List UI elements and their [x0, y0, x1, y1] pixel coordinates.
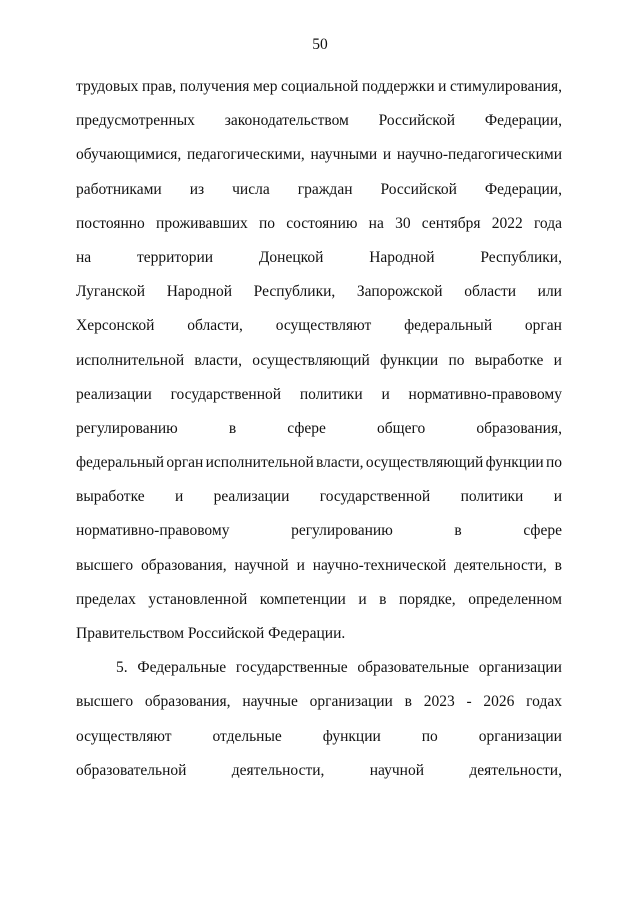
text-line — [76, 378, 562, 412]
text-word: орган — [524, 317, 562, 335]
text-word: функции — [380, 351, 439, 369]
text-line — [76, 651, 562, 685]
text-word: предусмотренных — [76, 112, 195, 130]
text-line — [76, 754, 562, 788]
text-word: области — [464, 283, 517, 301]
text-word: научной — [234, 556, 289, 574]
text-word: Донецкой — [258, 248, 324, 266]
text-word: и — [174, 488, 184, 506]
text-word: и — [438, 78, 447, 95]
text-word: научными — [310, 146, 378, 164]
text-word: Луганской — [76, 283, 146, 301]
text-word: года — [533, 214, 562, 232]
text-word: деятельности, — [454, 556, 547, 574]
text-word: власти, — [194, 351, 242, 369]
text-word: стимулирования, — [450, 78, 562, 95]
text-word: в — [228, 419, 237, 437]
text-line — [76, 446, 562, 480]
text-word: исполнительной — [205, 454, 314, 472]
text-word: в — [454, 522, 462, 540]
text-word: организации — [478, 727, 562, 745]
text-word: по — [258, 214, 276, 232]
text-word: исполнительной — [76, 351, 185, 369]
text-word: политики — [460, 488, 524, 506]
text-word: нормативно-правовому — [76, 522, 230, 540]
text-word: государственной — [319, 488, 431, 506]
text-word: образовательные — [357, 659, 470, 677]
text-word: Запорожской — [356, 283, 443, 301]
text-word: числа — [232, 180, 270, 198]
text-word: Херсонской — [76, 317, 155, 335]
text-word: постоянно — [76, 214, 145, 232]
text-word: федеральный — [404, 317, 493, 335]
text-word: осуществляют — [275, 317, 372, 335]
text-word: образования, — [476, 419, 562, 437]
page-number: 50 — [312, 36, 328, 53]
text-line — [76, 275, 562, 309]
text-word: Федерации, — [484, 180, 562, 198]
text-word: образовательной — [76, 761, 187, 779]
text-line — [76, 480, 562, 514]
text-word: мер — [253, 78, 278, 95]
text-word: или — [537, 283, 562, 301]
text-line — [76, 617, 562, 651]
text-word: из — [189, 180, 205, 198]
text-word: в — [404, 693, 412, 711]
text-word: 2022 — [491, 214, 523, 232]
text-word: на — [76, 248, 92, 266]
text-word: функции — [322, 727, 381, 745]
text-line — [76, 173, 562, 207]
text-word: деятельности, — [469, 761, 562, 779]
text-line — [76, 514, 562, 548]
text-word: определенном — [468, 590, 562, 608]
text-word: государственные — [235, 659, 348, 677]
text-word: образования, — [140, 556, 227, 574]
text-word: регулированию — [291, 522, 393, 540]
document-body — [76, 70, 562, 788]
text-line — [76, 207, 562, 241]
text-word: работниками — [76, 180, 162, 198]
text-word: состоянию — [286, 214, 358, 232]
text-word: и — [358, 590, 367, 608]
text-word: общего — [377, 419, 426, 437]
text-word: территории — [136, 248, 214, 266]
text-word: компетенции — [259, 590, 346, 608]
text-word: трудовых — [76, 78, 139, 95]
text-word: и — [382, 146, 392, 164]
text-word: Республики, — [480, 248, 562, 266]
text-word: - — [466, 693, 472, 711]
text-word: функции — [485, 454, 544, 472]
text-line — [76, 720, 562, 754]
text-word: научные — [242, 693, 298, 711]
text-line — [76, 412, 562, 446]
text-line — [76, 583, 562, 617]
text-word: Республики, — [253, 283, 336, 301]
text-word: организации — [309, 693, 393, 711]
text-word: власти, — [316, 454, 364, 472]
text-word: пределах — [76, 590, 136, 608]
text-word: годах — [526, 693, 562, 711]
text-word: государственной — [170, 385, 282, 403]
text-word: Народной — [166, 283, 233, 301]
text-word: 2026 — [483, 693, 515, 711]
text-word: Правительством Российской Федерации. — [76, 625, 346, 642]
text-word: сентября — [421, 214, 481, 232]
text-line — [76, 138, 562, 172]
text-word: нормативно-правовому — [408, 385, 562, 403]
text-word: педагогическими, — [186, 146, 305, 164]
text-word: регулированию — [76, 419, 178, 437]
text-word: высшего — [76, 693, 134, 711]
text-word: по — [448, 351, 465, 369]
text-word: Народной — [369, 248, 435, 266]
text-word: научно-педагогическими — [396, 146, 562, 164]
text-word: орган — [166, 454, 204, 472]
text-word: научно-технической — [312, 556, 447, 574]
text-line — [76, 70, 562, 104]
text-word: осуществляют — [76, 727, 172, 745]
text-word: политики — [299, 385, 363, 403]
text-word: социальной — [281, 78, 359, 95]
text-word: граждан — [297, 180, 353, 198]
text-word: и — [296, 556, 305, 574]
text-line — [76, 309, 562, 343]
text-word: и — [381, 385, 390, 403]
text-word: 30 — [395, 214, 411, 232]
text-word: осуществляющий — [252, 351, 370, 369]
text-word: высшего — [76, 556, 134, 574]
text-word: реализации — [213, 488, 290, 506]
text-line — [76, 685, 562, 719]
text-word: обучающимися, — [76, 146, 182, 164]
text-word: порядке, — [398, 590, 456, 608]
text-word: установленной — [148, 590, 248, 608]
text-word: осуществляющий — [365, 454, 484, 472]
text-word: области, — [187, 317, 243, 335]
text-word: на — [368, 214, 384, 232]
text-word: Российской — [380, 180, 457, 198]
text-word: и — [553, 488, 562, 506]
text-word: сфере — [287, 419, 326, 437]
text-word: отдельные — [212, 727, 282, 745]
text-word: Российской — [378, 112, 456, 130]
text-word: образования, — [144, 693, 231, 711]
text-word: законодательством — [224, 112, 349, 130]
text-word: научной — [369, 761, 425, 779]
text-line — [76, 241, 562, 275]
text-line — [76, 344, 562, 378]
text-word: федеральный — [76, 454, 165, 472]
text-word: деятельности, — [231, 761, 325, 779]
text-word: 2023 — [423, 693, 455, 711]
text-word: Федеральные — [137, 659, 227, 677]
text-word: в — [379, 590, 387, 608]
text-word: в — [554, 556, 562, 574]
text-word: поддержки — [362, 78, 435, 95]
text-word: сфере — [523, 522, 562, 540]
text-word: проживавших — [156, 214, 248, 232]
text-word: и — [553, 351, 562, 369]
text-word: по — [545, 454, 562, 472]
text-word: прав, — [141, 78, 177, 95]
text-line — [76, 549, 562, 583]
text-word: выработке — [474, 351, 544, 369]
text-word: по — [421, 727, 438, 745]
text-line — [76, 104, 562, 138]
text-word: реализации — [76, 385, 152, 403]
text-word: выработке — [76, 488, 145, 506]
text-word: получения — [179, 78, 250, 95]
text-word: организации — [478, 659, 562, 677]
text-word: 5. — [116, 659, 128, 677]
text-word: Федерации, — [484, 112, 562, 130]
